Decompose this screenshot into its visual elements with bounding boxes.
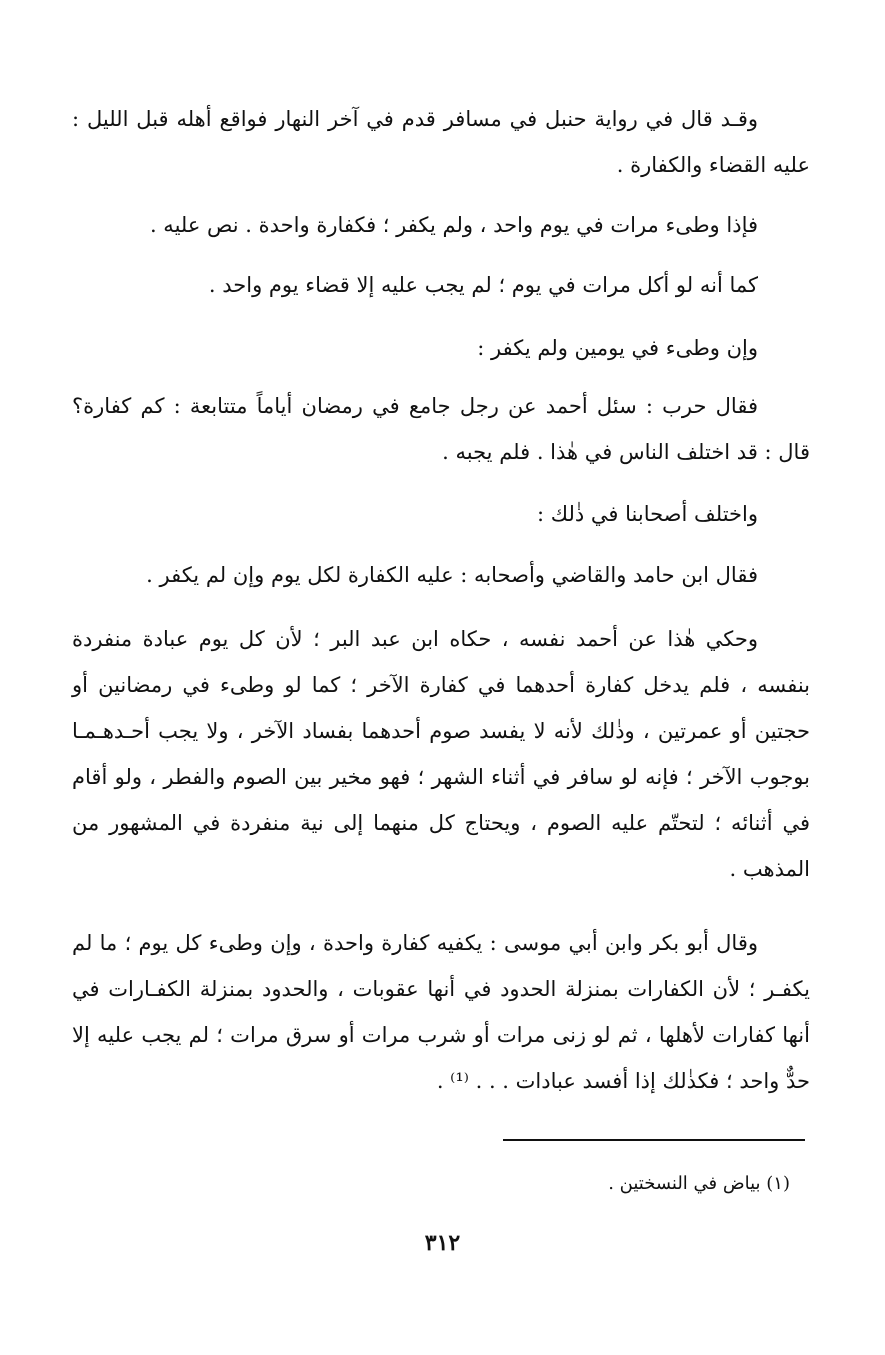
paragraph-5: فقال حرب : سئل أحمد عن رجل جامع في رمضان أياماً متتابعة : كم كفارة؟ قال : قد اختلف الناس في هٰذا . فلم يجبه . xyxy=(72,394,810,464)
footnote-divider xyxy=(503,1139,805,1141)
page-number: ٣١٢ xyxy=(424,1230,461,1256)
paragraph-2: فإذا وطىء مرات في يوم واحد ، ولم يكفر ؛ فكفارة واحدة . نص عليه . xyxy=(149,213,758,237)
paragraph-9: وقال أبو بكر وابن أبي موسى : يكفيه كفارة واحدة ، وإن وطىء كل يوم ؛ ما لم يكفـر ؛ لأن الكفارات بمنزلة الحدود في أنها عقوبات ، والحدود بمنزلة الكفـارات في أنها كفارات لأهلها ، ثم لو زنى مرات أو شرب مرات أو سرق مرات ؛ لم يجب عليه إلا حدٌّ واحد ؛ فكذٰلك إذا أفسد عبادات . . . ⁽¹⁾ . xyxy=(72,931,810,1093)
paragraph-3: كما أنه لو أكل مرات في يوم ؛ لم يجب عليه إلا قضاء يوم واحد . xyxy=(208,273,758,297)
paragraph-7: فقال ابن حامد والقاضي وأصحابه : عليه الكفارة لكل يوم وإن لم يكفر . xyxy=(146,563,758,587)
footnote: (١) بياض في النسختين . xyxy=(608,1173,790,1194)
paragraph-4: وإن وطىء في يومين ولم يكفر : xyxy=(477,336,758,360)
paragraph-1: وقـد قال في رواية حنبل في مسافر قدم في آخر النهار فواقع أهله قبل الليل : عليه القضاء والكفارة . xyxy=(72,107,810,177)
paragraph-8: وحكي هٰذا عن أحمد نفسه ، حكاه ابن عبد البر ؛ لأن كل يوم عبادة منفردة بنفسه ، فلم يدخل كفارة أحدهما في كفارة الآخر ؛ كما لو وطىء في رمضانين أو حجتين أو عمرتين ، وذٰلك لأنه لا يفسد صوم أحدهما بفساد الآخر ، ولا يجب أحـدهـمـا بوجوب الآخر ؛ فإنه لو سافر في أثناء الشهر ؛ فهو مخير بين الصوم والفطر ، ولو أقام في أثنائه ؛ لتحتّم عليه الصوم ، ويحتاج كل منهما إلى نية منفردة في المشهور من المذهب . xyxy=(72,627,810,881)
paragraph-6: واختلف أصحابنا في ذٰلك : xyxy=(537,502,758,526)
